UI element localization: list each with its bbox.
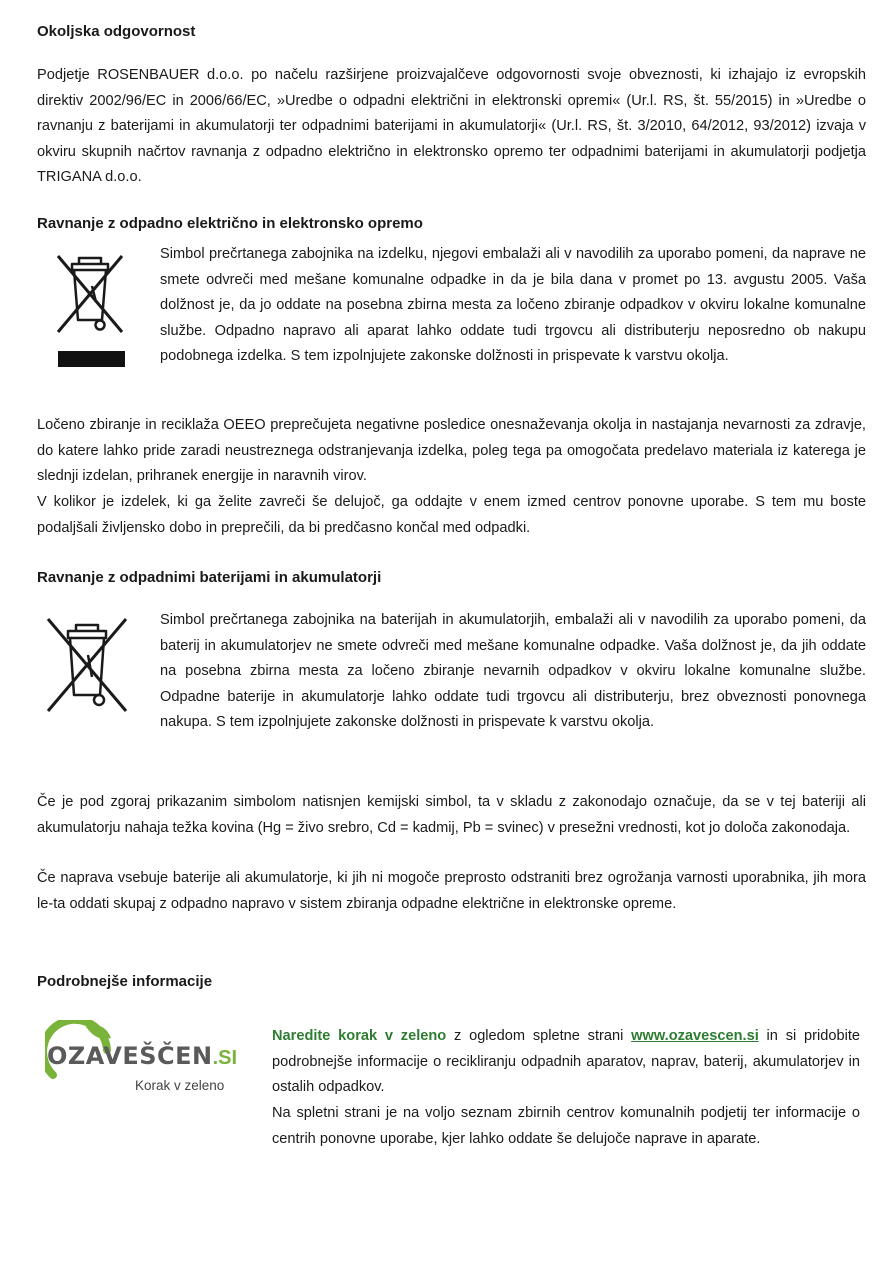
heading-info: Podrobnejše informacije [37,973,213,990]
heading-okoljska: Okoljska odgovornost [37,23,196,40]
battery-bin-icon [44,615,128,715]
heading-baterije: Ravnanje z odpadnimi baterijami in akumulatorji [37,569,382,586]
heading-eeo: Ravnanje z odpadno električno in elektronsko opremo [37,215,423,232]
lead-rest: in si pridobite podrobnejše informacije o recikliranju odpadnih aparatov, naprav, baterij, akumulatorjev in ostalih odpadkov. [272,1028,861,1095]
eeo-para3: V kolikor je izdelek, ki ga želite zavreči še delujoč, ga oddajte v enem izmed centrov ponovne uporabe. S tem mu boste podaljšali življensko dobo in preprečili, da bi predčasno končal med odpadki. [37,494,866,536]
logo-suffix: .SI [212,1047,238,1069]
info-text [272,1024,860,1101]
eeo-text: Simbol prečrtanega zabojnika na izdelku, njegovi embalaži ali v navodilih za uporabo pomeni, da naprave ne smete odvreči med mešane komunalne odpadke in da je bila dana v promet po 13. avgustu 2005. Vaša dolžnost je, da jo oddate na posebna zbirna mesta za ločeno zbiranje odpadkov v okviru lokalne komunalne službe. Odpadno napravo ali aparat lahko oddate tudi trgovcu ali distributerju neposredno ob nakupu podobnega izdelka. S tem izpolnjujete zakonske dolžnosti in prispevate k varstvu okolja. [160,246,866,364]
baterije-para2: Če je pod zgoraj prikazanim simbolom natisnjen kemijski simbol, ta v skladu z zakonodajo označuje, da se v tej bateriji ali akumulatorju nahaja težka kovina (Hg = živo srebro, Cd = kadmij, Pb = svinec) v presežni vrednosti, kot jo določa zakonodaja. [37,794,866,836]
baterije-para3: Če naprava vsebuje baterije ali akumulatorje, ki jih ni mogoče preprosto odstraniti brez ogrožanja varnosti uporabnika, jih mora le-ta oddati skupaj z odpadno napravo v sistem zbiranja odpadne električne in elektronske opreme. [37,870,866,912]
info-para2: Na spletni strani je na voljo seznam zbirnih centrov komunalnih podjetij ter informacije o centrih ponovne uporabe, kjer lahko oddate še delujoče naprave in aparate. [272,1105,860,1147]
okoljska-text: Podjetje ROSENBAUER d.o.o. po načelu razširjene proizvajalčeve odgovornosti svoje obveznosti, ki izhajajo iz evropskih direktiv 2002/96/EC in 2006/66/EC, »Uredbe o odpadni električni in elektronski opremi« (Ur.l. RS, št. 55/2015) in »Uredbe o ravnanju z baterijami in akumulatorji ter odpadnimi baterijami in akumulatorji« (Ur.l. RS, št. 3/2010, 64/2012, 93/2012) izvaja v okviru skupnih načrtov ravnanja z odpadno električno in elektronsko opremo ter odpadnimi baterijami in akumulatorji podjetja TRIGANA d.o.o. [37,67,866,185]
logo-word: OZAVEŠČEN [47,1042,213,1070]
lead-green: Naredite korak v zeleno [272,1028,447,1044]
ozavescen-link[interactable]: www.ozavescen.si [631,1028,759,1044]
eeo-para2: Ločeno zbiranje in reciklaža OEEO preprečujeta negativne posledice onesnaževanja okolja in nastajanja nevarnosti za zdravje, do katere lahko pride zaradi neustreznega odstranjevanja izdelka, poleg tega pa omogočata predelavo materiala iz katerega je slednji izdelan, prihranek energije in naravnih virov. [37,417,866,484]
weee-bin-with-bar-icon [52,246,130,372]
logo-tagline: Korak v zeleno [135,1078,225,1093]
ozavescen-logo [45,1020,255,1100]
baterije-text: Simbol prečrtanega zabojnika na baterijah in akumulatorjih, embalaži ali v navodilih za uporabo pomeni, da baterij in akumulatorjev ne smete odvreči med mešane komunalne odpadke. Vaša dolžnost je, da jih oddate na posebna zbirna mesta za ločeno zbiranje nevarnih odpadkov v okviru lokalne komunalne službe. Odpadne baterije in akumulatorje lahko oddate tudi trgovcu ali distributerju, brez obveznosti ponovnega nakupa. S tem izpolnjujete zakonske dolžnosti in prispevate k varstvu okolja. [160,612,866,730]
lead-text: z ogledom spletne strani [446,1028,632,1044]
